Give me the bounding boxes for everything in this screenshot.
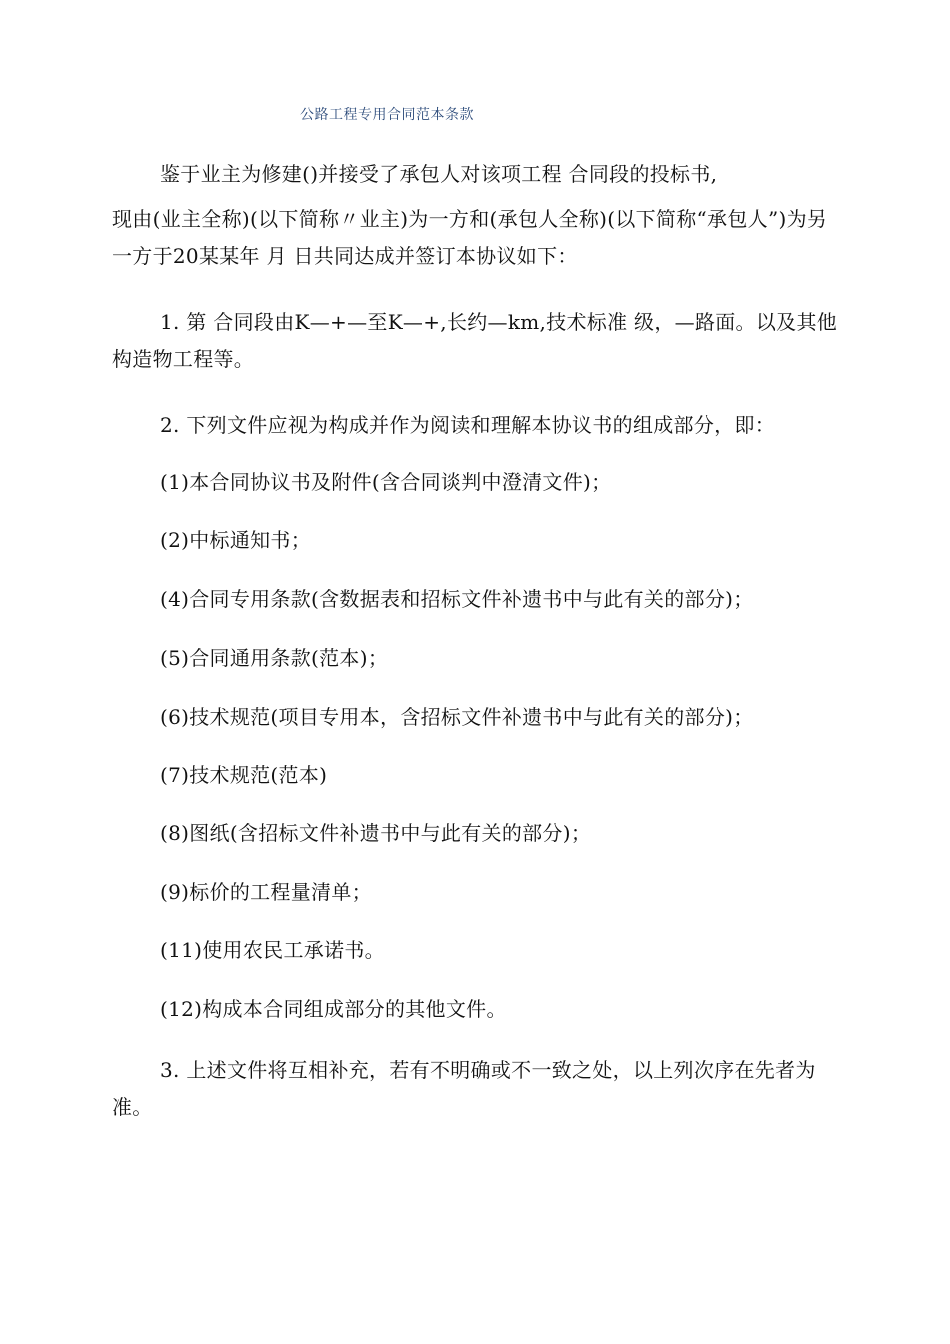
list-item: (1)本合同协议书及附件(含合同谈判中澄清文件)； [160,470,612,494]
list-item: (9)标价的工程量清单； [160,880,372,904]
intro-line-1: 鉴于业主为修建()并接受了承包人对该项工程 合同段的投标书, [160,162,718,186]
list-item: (2)中标通知书； [160,528,312,552]
clause-1: 1. 第 合同段由K—+—至K—+,长约—km,技术标准 级，—路面。以及其他构造物工程等。 [112,310,838,371]
list-item: (8)图纸(含招标文件补遗书中与此有关的部分)； [160,821,592,845]
document-title: 公路工程专用合同范本条款 [300,107,474,123]
list-item: (5)合同通用条款(范本)； [160,646,389,670]
clause-3: 3. 上述文件将互相补充，若有不明确或不一致之处，以上列次序在先者为准。 [112,1058,816,1119]
clause-2: 2. 下列文件应视为构成并作为阅读和理解本协议书的组成部分，即： [160,413,776,437]
list-item: (6)技术规范(项目专用本，含招标文件补遗书中与此有关的部分)； [160,705,754,729]
list-item: (4)合同专用条款(含数据表和招标文件补遗书中与此有关的部分)； [160,587,754,611]
list-item: (7)技术规范(范本) [160,763,328,787]
list-item: (12)构成本合同组成部分的其他文件。 [160,997,507,1021]
list-item: (11)使用农民工承诺书。 [160,938,385,962]
intro-paragraph: 现由(业主全称)(以下简称〃业主)为一方和(承包人全称)(以下简称“承包人”)为另一方于20某某年 月 日共同达成并签订本协议如下： [112,207,828,268]
